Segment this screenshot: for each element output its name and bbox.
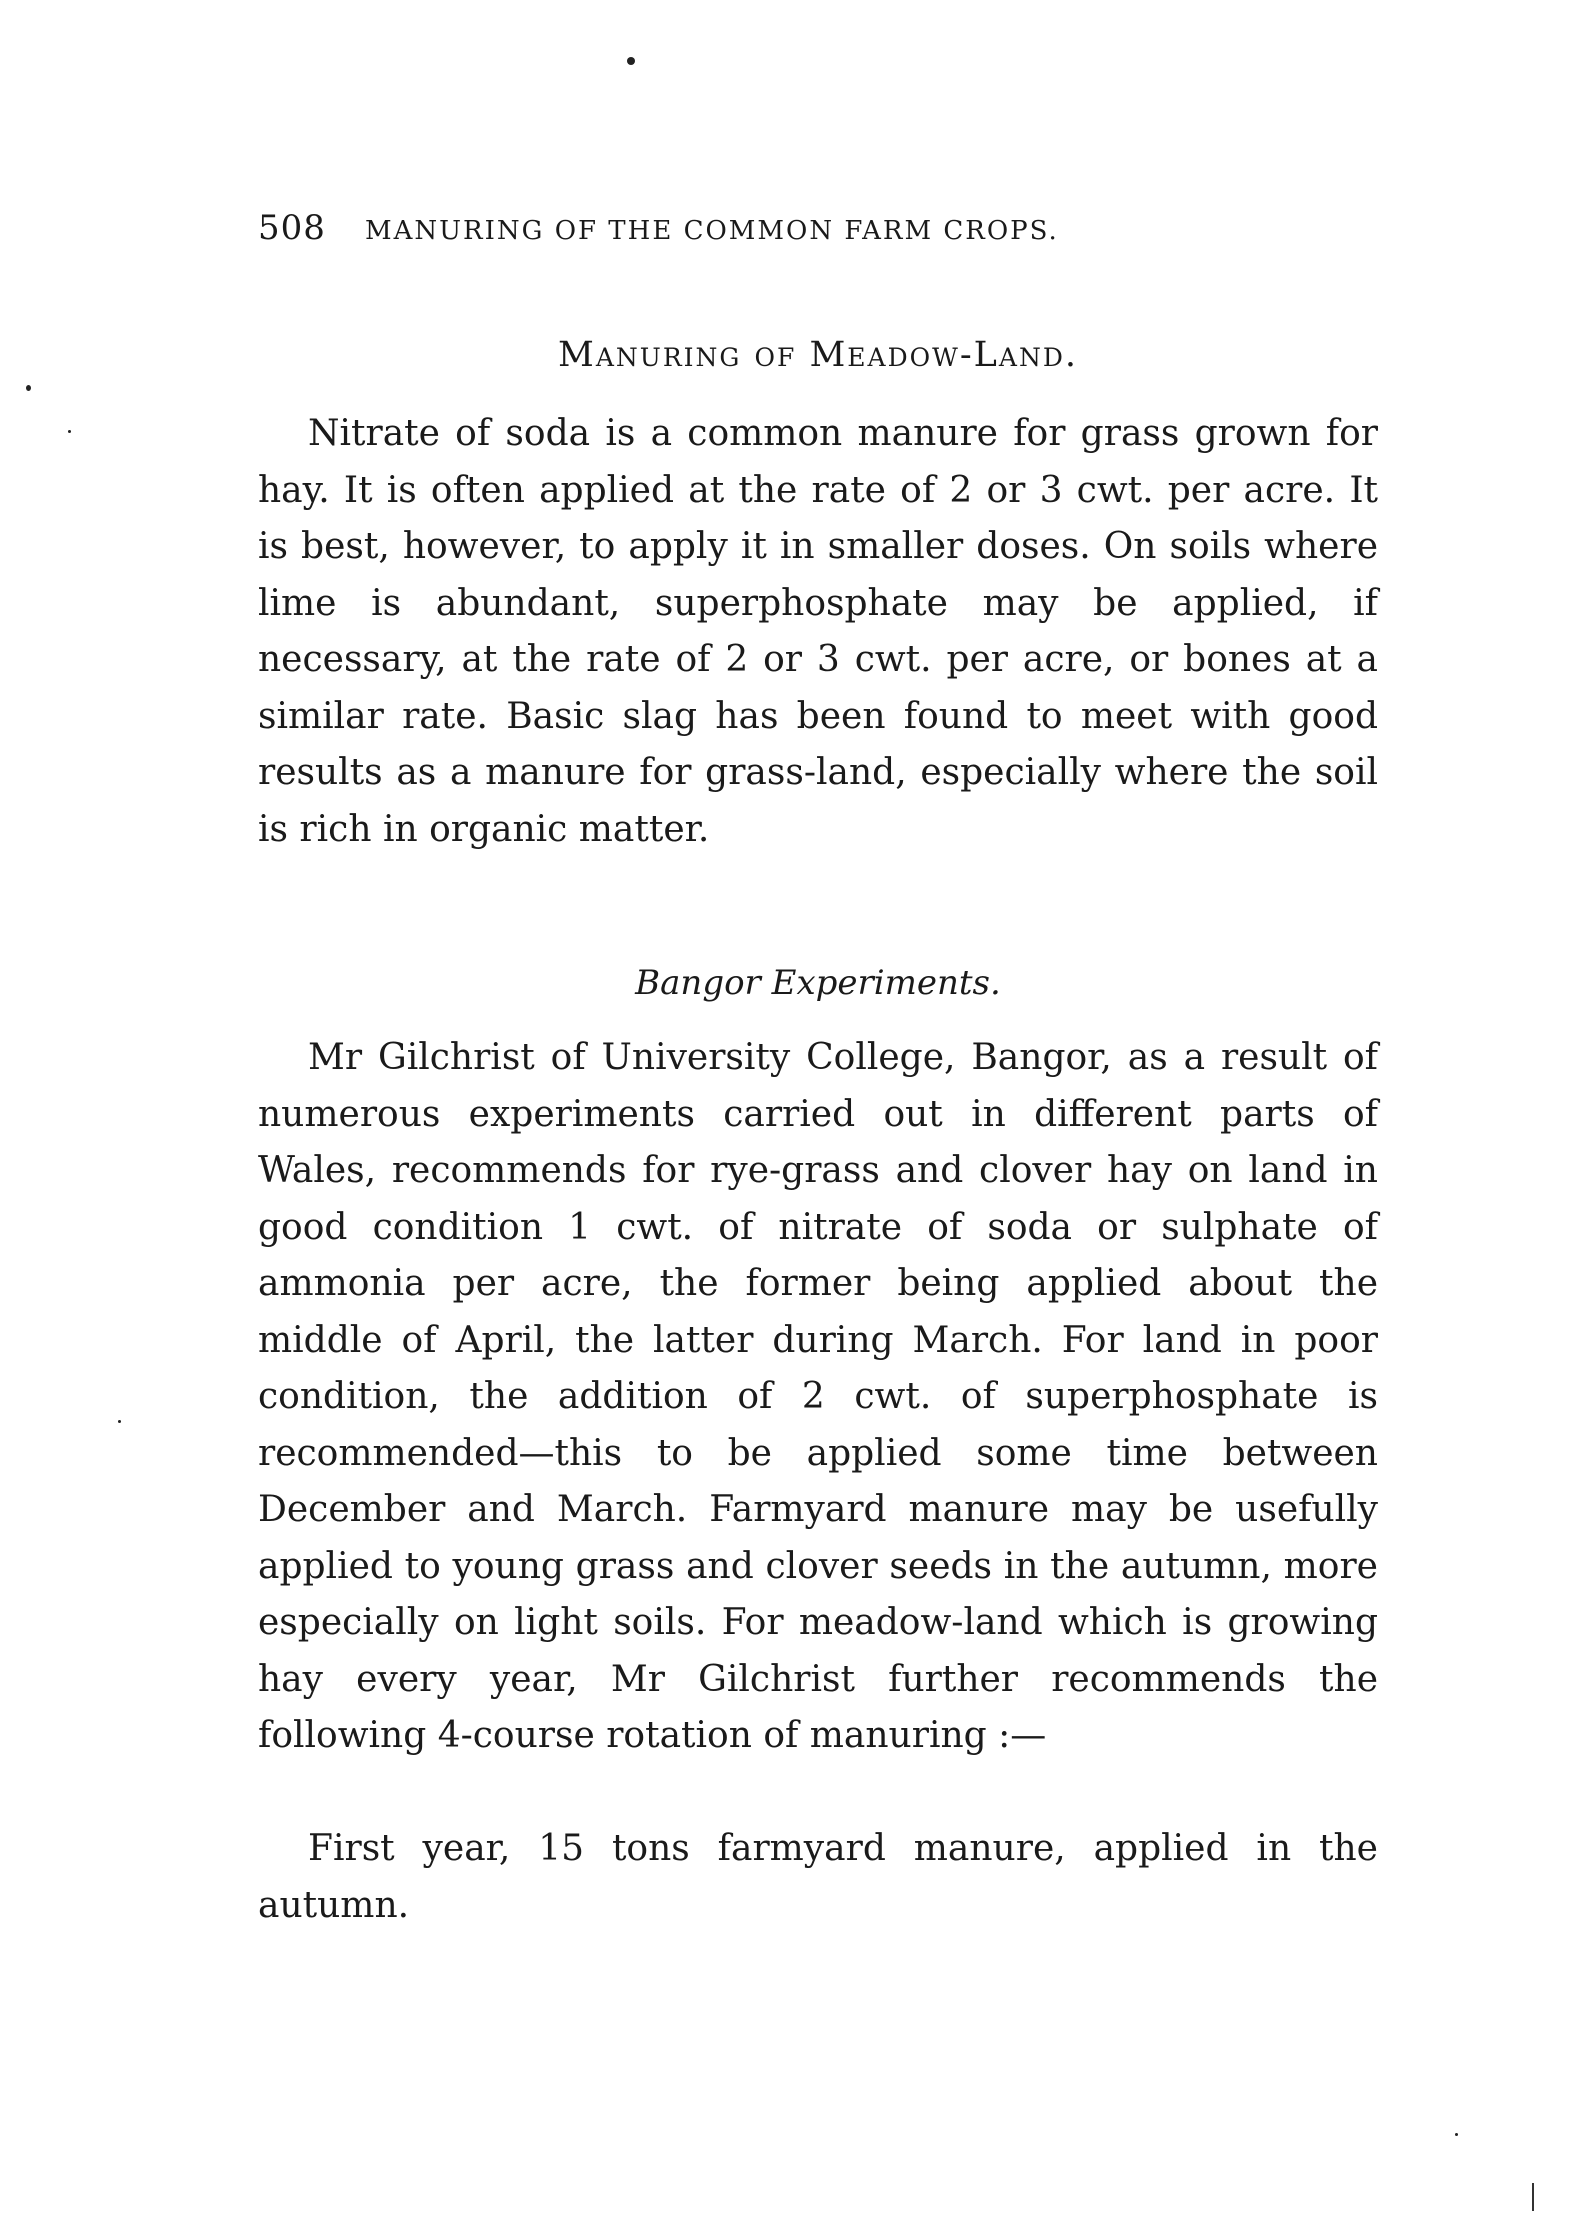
ink-speck — [68, 430, 71, 433]
subheading: Bangor Experiments. — [635, 963, 1001, 1003]
ink-speck — [26, 385, 31, 391]
body-paragraph-2: Mr Gilchrist of University College, Bangor, as a result of numerous experiments carried out in different parts of Wales, recommends for rye-grass and clover hay on land in good condition 1 cwt. of nitrate of soda or sulphate of ammonia per acre, the former being applied about the middle of April, the latter during March. For land in poor condition, the addition of 2 cwt. of superphosphate is recommended—this to be applied some time between December and March. Farmyard manure may be usefully applied to young grass and clover seeds in the autumn, more especially on light soils. For meadow-land which is growing hay every year, Mr Gilchrist further recommends the following 4-course rotation of manuring :— — [258, 1037, 1378, 1756]
section-heading: Manuring of Meadow-Land. — [557, 335, 1079, 375]
margin-mark — [1532, 2183, 1534, 2211]
body-paragraph-1: Nitrate of soda is a common manure for grass grown for hay. It is often applied at the rate of 2 or 3 cwt. per acre. It is best, however, to apply it in smaller doses. On soils where lime is abundant, superphosphate may be applied, if necessary, at the rate of 2 or 3 cwt. per acre, or bones at a similar rate. Basic slag has been found to meet with good results as a manure for grass-land, especially where the soil is rich in organic matter. — [258, 413, 1378, 850]
ink-speck — [627, 57, 635, 65]
page-number: 508 — [258, 208, 326, 248]
ink-speck — [1455, 2133, 1458, 2136]
body-paragraph-3: First year, 15 tons farmyard manure, applied in the autumn. — [258, 1828, 1378, 1926]
ink-speck — [118, 1420, 121, 1423]
running-head — [258, 208, 1378, 248]
running-title: MANURING OF THE COMMON FARM CROPS. — [365, 216, 1059, 246]
